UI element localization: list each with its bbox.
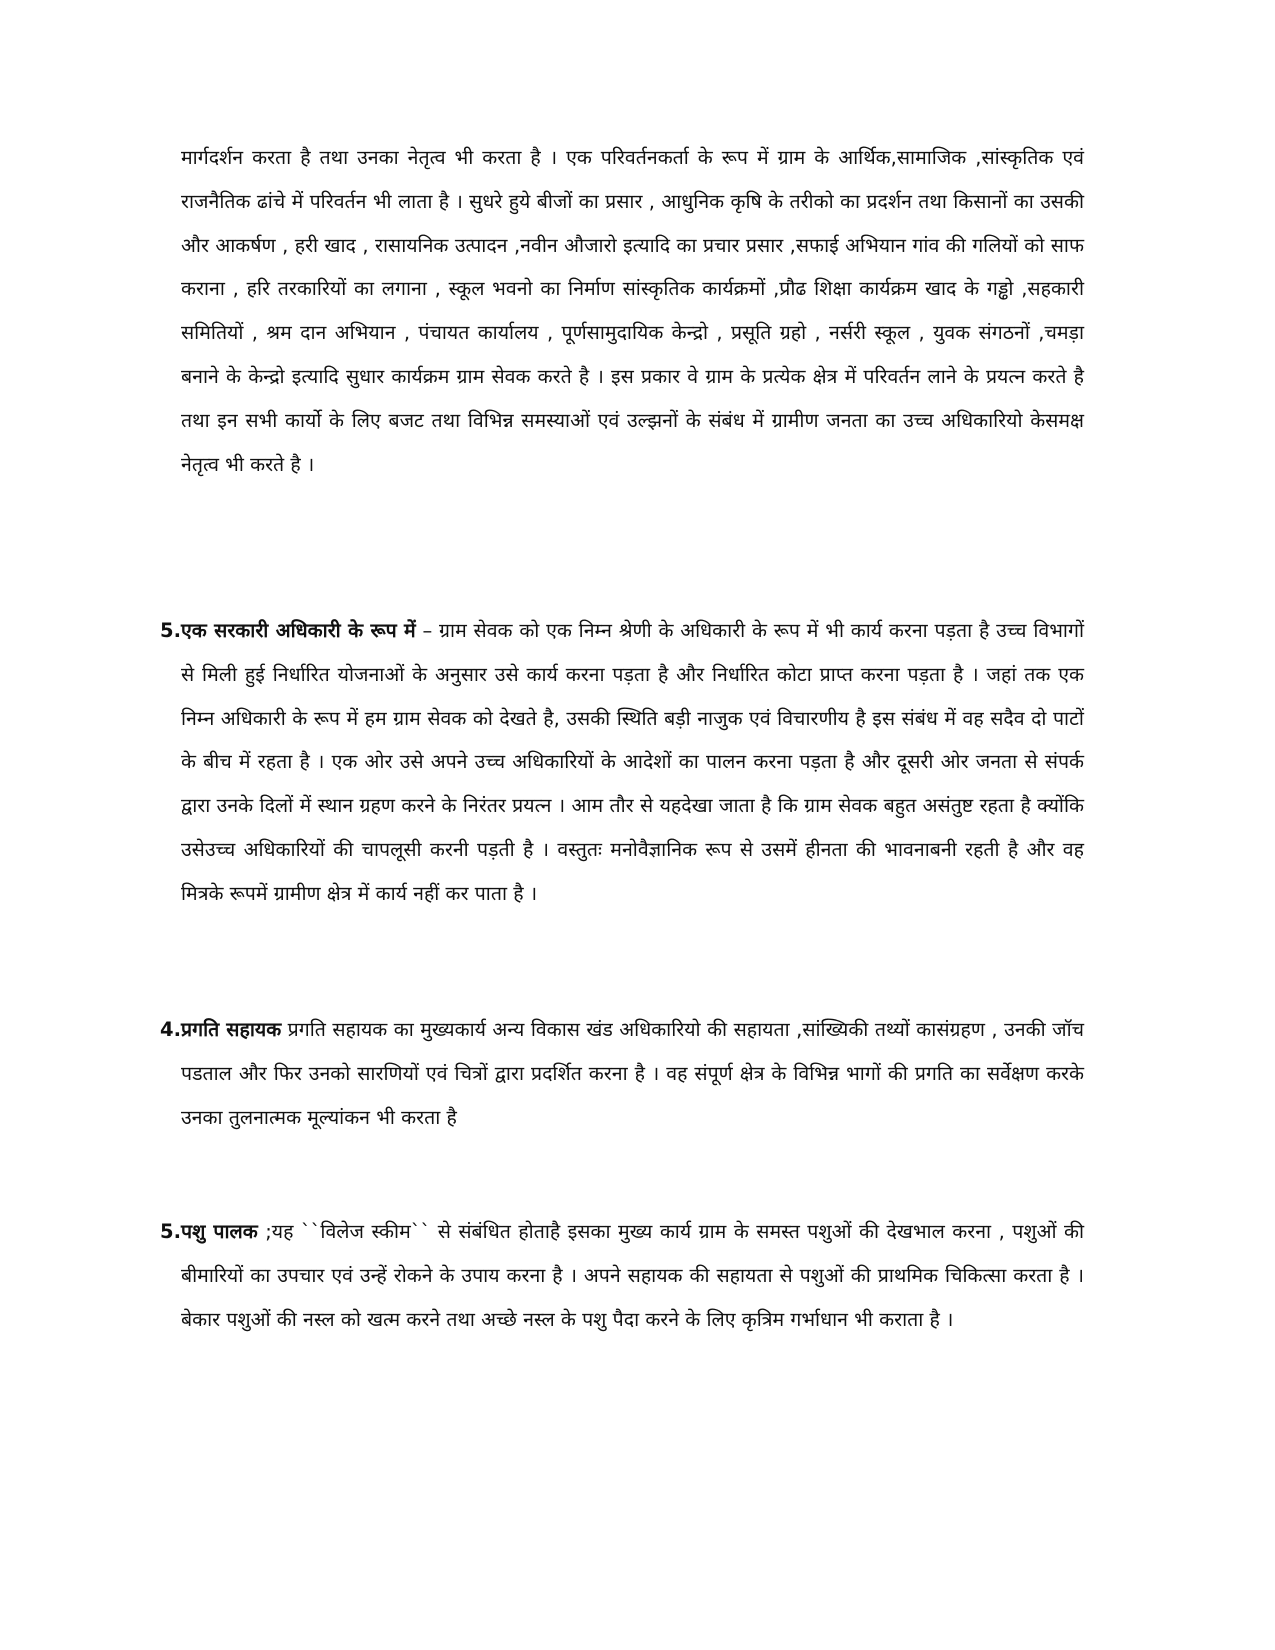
item-number: 4.: [160, 1018, 181, 1041]
list-item-animal-keeper: [160, 1210, 1084, 1341]
list-item-paragraph: [160, 1210, 1084, 1341]
item-text: प्रगति सहायक का मुख्यकार्य अन्य विकास खंड अधिकारियो की सहायता ,सांख्यिकी तथ्यों कासंग्रहण , उनकी जॉच पडताल और फिर उनको सारणियों एवं चित्रों द्वारा प्रदर्शित करना है । वह संपूर्ण क्षेत्र के विभिन्न भागों की प्रगति का सर्वेक्षण करके उनका तुलनात्मक मूल्यांकन भी करता है: [181, 1018, 1084, 1129]
item-heading: एक सरकारी अधिकारी के रूप में: [181, 619, 416, 642]
list-item-paragraph: [160, 1008, 1084, 1139]
list-item-paragraph: [160, 609, 1084, 916]
intro-paragraph: मार्गदर्शन करता है तथा उनका नेतृत्व भी करता है । एक परिवर्तनकर्ता के रूप में ग्राम के आर्थिक,सामाजिक ,सांस्कृतिक एवं राजनैतिक ढांचे में परिवर्तन भी लाता है । सुधरे हुये बीजों का प्रसार , आधुनिक कृषि के तरीको का प्रदर्शन तथा किसानों का उसकी और आकर्षण , हरी खाद , रासायनिक उत्पादन ,नवीन औजारो इत्यादि का प्रचार प्रसार ,सफाई अभियान गांव की गलियों को साफ कराना , हरि तरकारियों का लगाना , स्कूल भवनो का निर्माण सांस्कृतिक कार्यक्रमों ,प्रौढ शिक्षा कार्यक्रम खाद के गड्ढो ,सहकारी समितियों , श्रम दान अभियान , पंचायत कार्यालय , पूर्णसामुदायिक केन्द्रो , प्रसूति ग्रहो , नर्सरी स्कूल , युवक संगठनों ,चमड़ा बनाने के केन्द्रो इत्यादि सुधार कार्यक्रम ग्राम सेवक करते है । इस प्रकार वे ग्राम के प्रत्येक क्षेत्र में परिवर्तन लाने के प्रयत्न करते है तथा इन सभी कार्यो के लिए बजट तथा विभिन्न समस्याओं एवं उल्झनों के संबंध में ग्रामीण जनता का उच्च अधिकारियो केसमक्ष नेतृत्व भी करते है ।: [181, 146, 1084, 476]
list-item-progress-assistant: [160, 1008, 1084, 1139]
item-number: 5.: [160, 619, 181, 642]
item-text: – ग्राम सेवक को एक निम्न श्रेणी के अधिकारी के रूप में भी कार्य करना पड़ता है उच्च विभागों से मिली हुई निर्धारित योजनाओं के अनुसार उसे कार्य करना पड़ता है और निर्धारित कोटा प्राप्त करना पड़ता है । जहां तक एक निम्न अधिकारी के रूप में हम ग्राम सेवक को देखते है, उसकी स्थिति बड़ी नाजुक एवं विचारणीय है इस संबंध में वह सदैव दो पाटों के बीच में रहता है । एक ओर उसे अपने उच्च अधिकारियों के आदेशों का पालन करना पड़ता है और दूसरी ओर जनता से संपर्क द्वारा उनके दिलों में स्थान ग्रहण करने के निरंतर प्रयत्न । आम तौर से यहदेखा जाता है कि ग्राम सेवक बहुत असंतुष्ट रहता है क्योंकि उसेउच्च अधिकारियों की चापलूसी करनी पड़ती है । वस्तुतः मनोवैज्ञानिक रूप से उसमें हीनता की भावनाबनी रहती है और वह मित्रके रूपमें ग्रामीण क्षेत्र में कार्य नहीं कर पाता है ।: [181, 619, 1084, 905]
item-number: 5.: [160, 1220, 181, 1243]
item-heading: पशु पालक: [181, 1220, 258, 1243]
item-heading: प्रगति सहायक: [181, 1018, 282, 1041]
list-item-government-officer: [160, 609, 1084, 916]
item-text: ;यह ``विलेज स्कीम`` से संबंधित होताहै इसका मुख्य कार्य ग्राम के समस्त पशुओं की देखभाल करना , पशुओं की बीमारियों का उपचार एवं उन्हें रोकने के उपाय करना है । अपने सहायक की सहायता से पशुओं की प्राथमिक चिकित्सा करता है । बेकार पशुओं की नस्ल को खत्म करने तथा अच्छे नस्ल के पशु पैदा करने के लिए कृत्रिम गर्भाधान भी कराता है ।: [181, 1220, 1085, 1331]
